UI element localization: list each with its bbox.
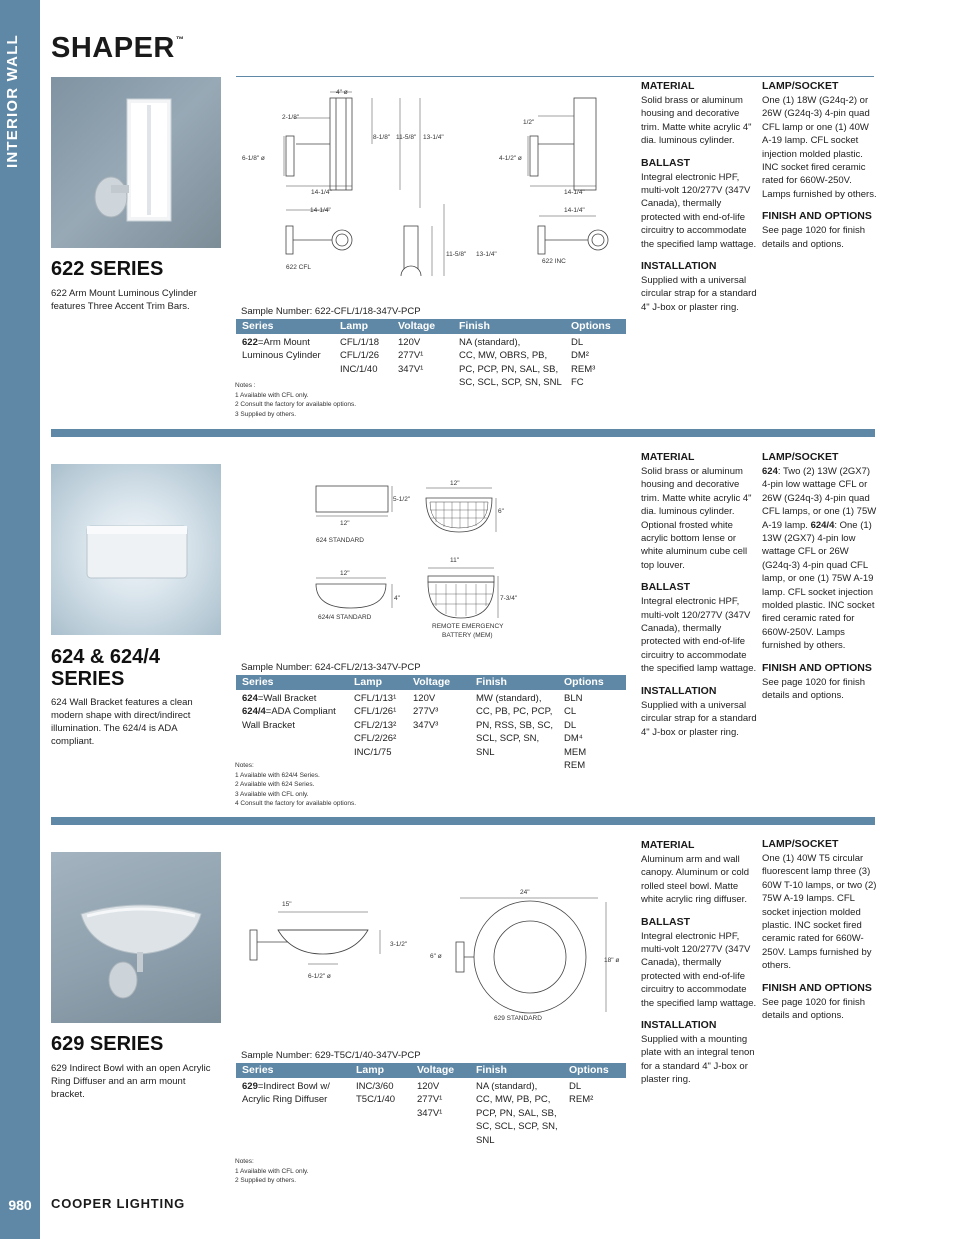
series-description-624: 624 Wall Bracket features a clean modern shape with direct/indirect illumination. The 624/4 is ADA compliant.: [51, 697, 193, 747]
notes-622: Notes : 1 Available with CFL only. 2 Consult the factory for available options. 3 Supplied by others.: [235, 382, 357, 418]
series-title-624: 624 & 624/4 SERIES: [51, 646, 160, 690]
section-divider: [51, 429, 875, 437]
page-number: 980: [8, 1197, 32, 1213]
product-photo-624: [51, 464, 221, 635]
table-header: Series Lamp Voltage Finish Options: [236, 1063, 626, 1078]
brand-title: SHAPER™: [51, 32, 185, 64]
dim-label: 7-3/4": [500, 595, 518, 602]
dim-label: 24": [520, 889, 530, 896]
dimension-drawing-629: [240, 884, 630, 1034]
table-header: Series Lamp Voltage Finish Options: [236, 675, 626, 690]
dim-label: 11": [450, 557, 460, 564]
dim-label: 3-1/2": [390, 941, 408, 948]
dim-label: 13-1/4": [423, 134, 444, 141]
spec-column-right-629: LAMP/SOCKET One (1) 40W T5 circular fluorescent lamp three (3) 60W T-10 lamps, or two (2) 75W A-19 lamps. CFL socket injection molded plastic. INC socket fired ceramic rated for 660W-250V. Lamps furnished by others. FINISH AND OPTIONS See page 1020 for finish details and options.: [762, 838, 877, 1022]
dim-label: 14-1/4": [564, 207, 585, 214]
sample-number-624: Sample Number: 624-CFL/2/13-347V-PCP: [241, 662, 421, 673]
drawing-caption: BATTERY (MEM): [442, 632, 493, 639]
product-photo-622: [51, 77, 221, 248]
drawing-caption: 624/4 STANDARD: [318, 614, 372, 621]
ordering-table-629: [236, 1063, 626, 1147]
product-photo-629: [51, 852, 221, 1023]
footer-brand: COOPER LIGHTING: [51, 1196, 186, 1211]
dim-label: 8-1/8": [373, 134, 391, 141]
dimension-drawing-624: [300, 476, 540, 646]
spec-column-right-622: LAMP/SOCKET One (1) 18W (G24q-2) or 26W (G24q-3) 4-pin quad CFL lamp or one (1) 40W A-19 lamp. CFL socket injection molded plastic. INC socket fired ceramic rated for 660W-250V. Lamps furnished by others. FINISH AND OPTIONS See page 1020 for finish details and options.: [762, 80, 877, 250]
dimension-drawing-622: [236, 86, 626, 276]
drawing-caption: 629 STANDARD: [494, 1015, 542, 1022]
dim-label: 6-1/8" ø: [242, 155, 265, 162]
dim-label: 12": [340, 570, 350, 577]
top-rule: [236, 76, 874, 77]
dim-label: 6" ø: [430, 953, 442, 960]
series-title-622: 622 SERIES: [51, 258, 164, 280]
drawing-caption: 622 INC: [542, 258, 566, 265]
dim-label: 6": [498, 508, 504, 515]
drawing-caption: REMOTE EMERGENCY: [432, 623, 504, 630]
dim-label: 13-1/4": [476, 251, 497, 258]
spec-column-left-629: MATERIAL Aluminum arm and wall canopy. Aluminum or cold rolled steel bowl. Matte white acrylic ring diffuser. BALLAST Integral electronic HPF, multi-volt 120/277V (347V Canada), thermally protected with end-of-life circuitry to accommodate the specified lamp wattage. INSTALLATION Supplied with a mounting plate with an integral tenon for a standard 4" J-box or plaster ring.: [641, 839, 757, 1086]
dim-label: 6-1/2" ø: [308, 973, 331, 980]
sample-number-629: Sample Number: 629-T5C/1/40-347V-PCP: [241, 1050, 421, 1061]
ordering-table-622: [236, 319, 626, 390]
sample-number-622: Sample Number: 622-CFL/1/18-347V-PCP: [241, 306, 421, 317]
series-description-629: 629 Indirect Bowl with an open Acrylic Ring Diffuser and an arm mount bracket.: [51, 1063, 211, 1100]
spec-column-left-624: MATERIAL Solid brass or aluminum housing and decorative trim. Matte white acrylic 4" dia. luminous cylinder. Optional frosted white acrylic bottom lense or white aluminum cube cell top louver. BALLAST Integral electronic HPF, multi-volt 120/277V (347V Canada), thermally protected with end-of-life circuitry to accommodate the specified lamp wattage. INSTALLATION Supplied with a universal circular strap for a standard 4" J-box or plaster ring.: [641, 451, 757, 738]
dim-label: 5-1/2": [393, 496, 411, 503]
dim-label: 4" ø: [336, 89, 348, 96]
section-divider: [51, 817, 875, 825]
spec-column-right-624: LAMP/SOCKET 624: Two (2) 13W (2GX7) 4-pin low wattage CFL or 26W (G24q-3) 4-pin quad CFL lamps, or one (1) 75W A-19 lamp. 624/4: One (1) 13W (2GX7) 4-pin low wattage CFL or 26W (G24q-3) 4-pin quad CFL lamp, or one (1) 75W A-19 lamp. CFL socket injection molded plastic. INC socket fired ceramic rated for 660W-250V. Lamps furnished by others. FINISH AND OPTIONS See page 1020 for finish details and options.: [762, 451, 877, 702]
dim-label: 11-5/8": [446, 251, 467, 258]
dim-label: 2-1/8": [282, 114, 300, 121]
dim-label: 14-1/4": [564, 189, 585, 196]
series-title-629: 629 SERIES: [51, 1033, 164, 1055]
dim-label: 14-1/4": [310, 207, 331, 214]
dim-label: 14-1/4": [311, 189, 332, 196]
sidebar: [0, 0, 40, 1239]
dim-label: 4": [394, 595, 400, 602]
dim-label: 4-1/2" ø: [499, 155, 522, 162]
drawing-caption: 624 STANDARD: [316, 537, 364, 544]
table-row: 624=Wall Bracket 624/4=ADA Compliant Wall Bracket CFL/1/13¹ CFL/1/26¹ CFL/2/13² CFL/2/26² INC/1/75 120V 277V³ 347V³ MW (standard), CC, PB, PC, PCP, PN, RSS, SB, SC, SCL, SCP, SN, SNL BLN CL DL DM⁴ MEM REM: [242, 693, 587, 772]
dim-label: 12": [340, 520, 350, 527]
table-row: 622=Arm Mount Luminous Cylinder CFL/1/18 CFL/1/26 INC/1/40 120V 277V¹ 347V¹ NA (standard), CC, MW, OBRS, PB, PC, PCP, PN, SAL, SB, SC, SCL, SCP, SN, SNL DL DM² REM³ FC: [242, 337, 596, 389]
dim-label: 11-5/8": [396, 134, 417, 141]
table-header: Series Lamp Voltage Finish Options: [236, 319, 626, 334]
series-description-622: 622 Arm Mount Luminous Cylinder features Three Accent Trim Bars.: [51, 288, 197, 312]
ordering-table-624: [236, 675, 626, 772]
dim-label: 1/2": [523, 119, 535, 126]
section-label: INTERIOR WALL: [4, 34, 21, 168]
notes-629: Notes: 1 Available with CFL only. 2 Supplied by others.: [235, 1158, 309, 1185]
table-row: 629=Indirect Bowl w/ Acrylic Ring Diffuser INC/3/60 T5C/1/40 120V 277V¹ 347V¹ NA (standard), CC, MW, PB, PC, PCP, PN, SAL, SB, SC, SCL, SCP, SN, SNL DL REM²: [242, 1081, 594, 1146]
spec-column-left-622: MATERIAL Solid brass or aluminum housing and decorative trim. Matte white acrylic 4" dia. luminous cylinder. BALLAST Integral electronic HPF, multi-volt 120/277V (347V Canada), thermally protected with end-of-life circuitry to accommodate the specified lamp wattage. INSTALLATION Supplied with a universal circular strap for a standard 4" J-box or plaster ring.: [641, 80, 757, 313]
dim-label: 12": [450, 480, 460, 487]
drawing-caption: 622 CFL: [286, 264, 311, 271]
dim-label: 18" ø: [604, 957, 620, 964]
notes-624: Notes: 1 Available with 624/4 Series. 2 Available with 624 Series. 3 Available with CFL only. 4 Consult the factory for available options.: [235, 762, 357, 808]
dim-label: 15": [282, 901, 292, 908]
